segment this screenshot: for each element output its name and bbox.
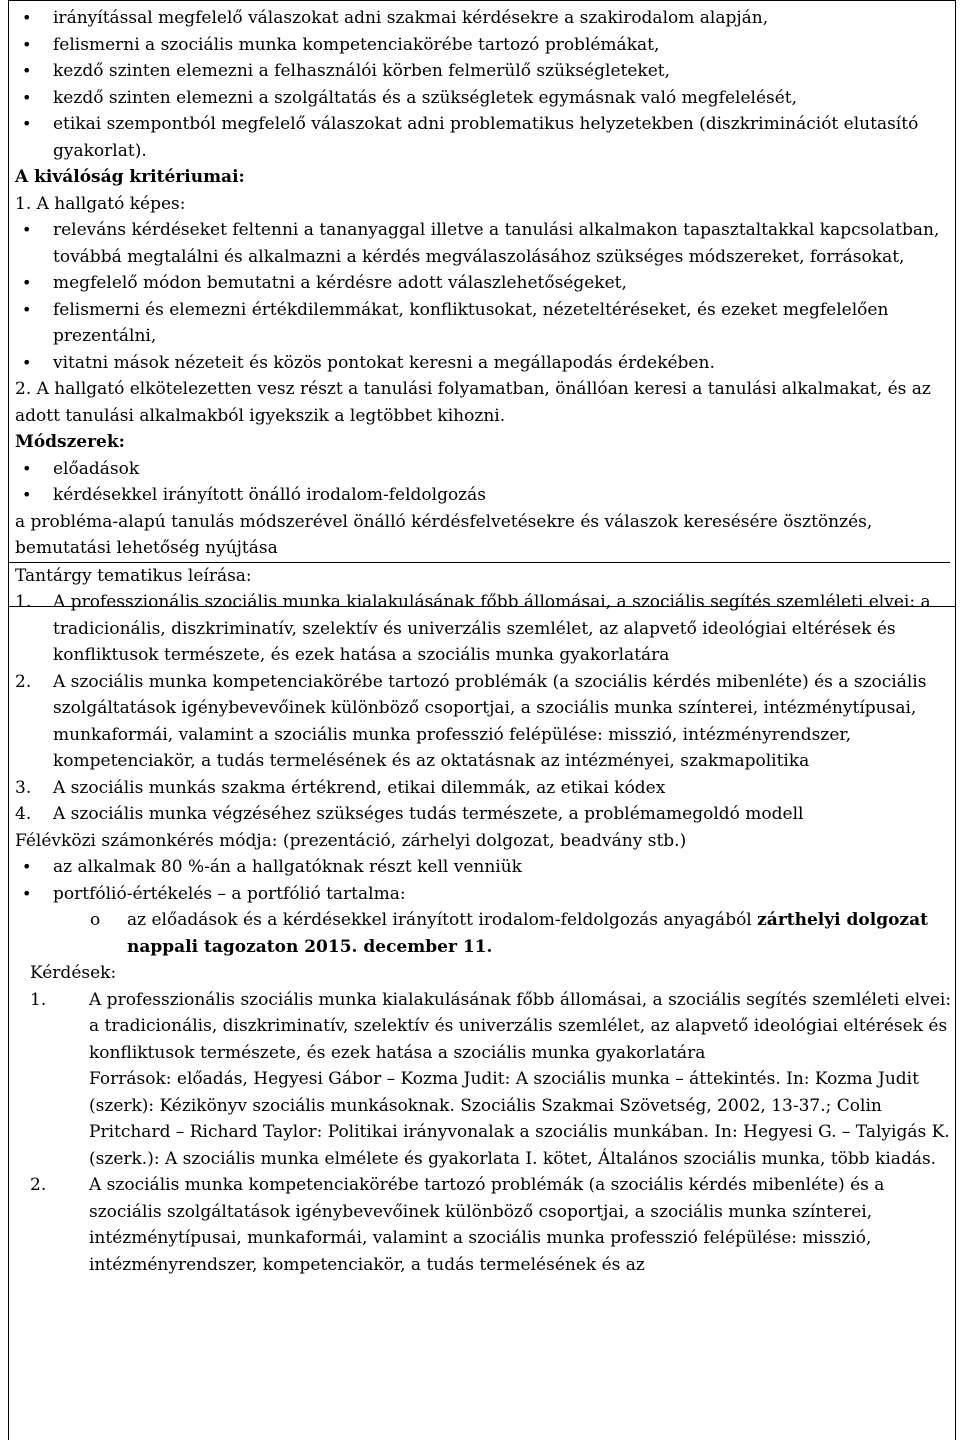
list-item: • portfólió-értékelés – a portfólió tartalma: (15, 881, 955, 908)
methods-text: a probléma-alapú tanulás módszerével önálló kérdésfelvetésekre és válaszok keresésére ösztönzés, bemutatási lehetőség nyújtása (15, 511, 873, 558)
topics-list (15, 589, 955, 828)
list-item: • irányítással megfelelő válaszokat adni szakmai kérdésekre a szakirodalom alapján, (15, 5, 955, 32)
assessment-bullet-list (15, 854, 955, 907)
sub-item-text: az előadások és a kérdésekkel irányított irodalom-feldolgozás anyagából (127, 910, 758, 930)
question-text: A szociális munka kompetenciakörébe tartozó problémák (a szociális kérdés mibenléte) és a szociális szolgáltatások igénybevevőinek különböző csoportjai, a szociális munka színterei, intézménytípusai, munkaformái, valamint a szociális munka professzió felépülése: misszió, intézményrendszer, kompetenciakör, a tudás termelésének és az (89, 1175, 885, 1275)
list-item: • kérdésekkel irányított önálló irodalom-feldolgozás (15, 482, 955, 509)
excellence-point-2: 2. A hallgató elkötelezetten vesz részt a tanulási folyamatban, önállóan keresi a tanulási alkalmakat, és az adott tanulási alkalmakból igyekszik a legtöbbet kihozni. (15, 379, 931, 426)
exam-date: zárthelyi dolgozat nappali tagozaton 2015. december 11. (127, 910, 928, 957)
list-item: • megfelelő módon bemutatni a kérdésre adott válaszlehetőségeket, (15, 270, 955, 297)
intro-bullet-list (15, 5, 955, 164)
methods-bullet-list (15, 456, 955, 509)
list-item: • vitatni mások nézeteit és közös pontokat keresni a megállapodás érdekében. (15, 350, 955, 377)
excellence-bullet-list (15, 217, 955, 376)
topic-item: 4. A szociális munka végzéséhez szükséges tudás természete, a problémamegoldó modell (15, 804, 804, 824)
circle-bullet-icon: o (90, 910, 101, 930)
excellence-heading: A kiválóság kritériumai: (15, 167, 245, 187)
topic-item: 2. A szociális munka kompetenciakörébe tartozó problémák (a szociális kérdés mibenléte) és a szociális szolgáltatások igénybevevőinek különböző csoportjai, a szociális munka színterei, intézménytípusai, munkaformái, valamint a szociális munka professzió felépülése: misszió, intézményrendszer, kompetenciakör, a tudás termelésének és az oktatásnak az intézményei, szakmapolitika (15, 671, 927, 771)
methods-heading: Módszerek: (15, 432, 125, 452)
list-item: • felismerni a szociális munka kompetenciakörébe tartozó problémákat, (15, 32, 955, 59)
topics-heading: Tantárgy tematikus leírása: (15, 565, 252, 586)
topic-item: 1. A professzionális szociális munka kialakulásának főbb állomásai, a szociális segítés szemléleti elvei: a tradicionális, diszkriminatív, szelektív és univerzális szemlélet, az alapvető ideológiai eltérések és konfliktusok természete, és ezek hatása a szociális munka gyakorlatára (15, 592, 931, 665)
document-body (15, 5, 955, 1278)
question-text: A professzionális szociális munka kialakulásának főbb állomásai, a szociális segítés szemléleti elvei: a tradicionális, diszkriminatív, szelektív és univerzális szemlélet, az alapvető ideológiai eltérések és konfliktusok természete, és ezek hatása a szociális munka gyakorlatára (89, 989, 952, 1063)
list-item: • előadások (15, 456, 955, 483)
excellence-point-1: 1. A hallgató képes: (15, 193, 186, 214)
question-item: 1. A professzionális szociális munka kialakulásának főbb állomásai, a szociális segítés szemléleti elvei: a tradicionális, diszkriminatív, szelektív és univerzális szemlélet, az alapvető ideológiai eltérések és konfliktusok természete, és ezek hatása a szociális munka gyakorlatára Források: előadás, Hegyesi Gábor – Kozma Judit: A szociális munka – áttekintés. In: Kozma Judit (szerk): Kézikönyv szociális munkásoknak. Szociális Szakmai Szövetség, 2002, 13-37.; Colin Pritchard – Richard Taylor: Politikai irányvonalak a szociális munkában. In: Hegyesi G. – Talyigás K. (szerk.): A szociális munka elmélete és gyakorlata I. kötet, Általános szociális munka, több kiadás. (15, 987, 955, 1173)
list-item: • kezdő szinten elemezni a felhasználói körben felmerülő szükségleteket, (15, 58, 955, 85)
question-sources: Források: előadás, Hegyesi Gábor – Kozma Judit: A szociális munka – áttekintés. In: Kozma Judit (szerk): Kézikönyv szociális munkásoknak. Szociális Szakmai Szövetség, 2002, 13-37.; Colin Pritchard – Richard Taylor: Politikai irányvonalak a szociális munkában. In: Hegyesi G. – Talyigás K. (szerk.): A szociális munka elmélete és gyakorlata I. kötet, Általános szociális munka, több kiadás. (89, 1069, 950, 1169)
assessment-heading: Félévközi számonkérés módja: (prezentáció, zárhelyi dolgozat, beadvány stb.) (15, 830, 687, 851)
topic-item: 3. A szociális munkás szakma értékrend, etikai dilemmák, az etikai kódex (15, 777, 666, 798)
list-item: • az alkalmak 80 %-án a hallgatóknak részt kell venniük (15, 854, 955, 881)
list-item: • etikai szempontból megfelelő válaszokat adni problematikus helyzetekben (diszkriminációt elutasító gyakorlat). (15, 111, 955, 164)
list-item: • felismerni és elemezni értékdilemmákat, konfliktusokat, nézeteltéréseket, és ezeket megfelelően prezentálni, (15, 297, 955, 350)
question-item: 2. A szociális munka kompetenciakörébe tartozó problémák (a szociális kérdés mibenléte) és a szociális szolgáltatások igénybevevőinek különböző csoportjai, a szociális munka színterei, intézménytípusai, munkaformái, valamint a szociális munka professzió felépülése: misszió, intézményrendszer, kompetenciakör, a tudás termelésének és az (15, 1172, 955, 1278)
list-item: • kezdő szinten elemezni a szolgáltatás és a szükségletek egymásnak való megfelelését, (15, 85, 955, 112)
questions-heading: Kérdések: (30, 963, 117, 983)
list-item: • releváns kérdéseket feltenni a tananyaggal illetve a tanulási alkalmakon tapasztaltakkal kapcsolatban, továbbá megtalálni és alkalmazni a kérdés megválaszolásához szükséges módszereket, forrásokat, (15, 217, 955, 270)
questions-list (15, 987, 955, 1279)
assessment-sub-item (15, 907, 955, 960)
